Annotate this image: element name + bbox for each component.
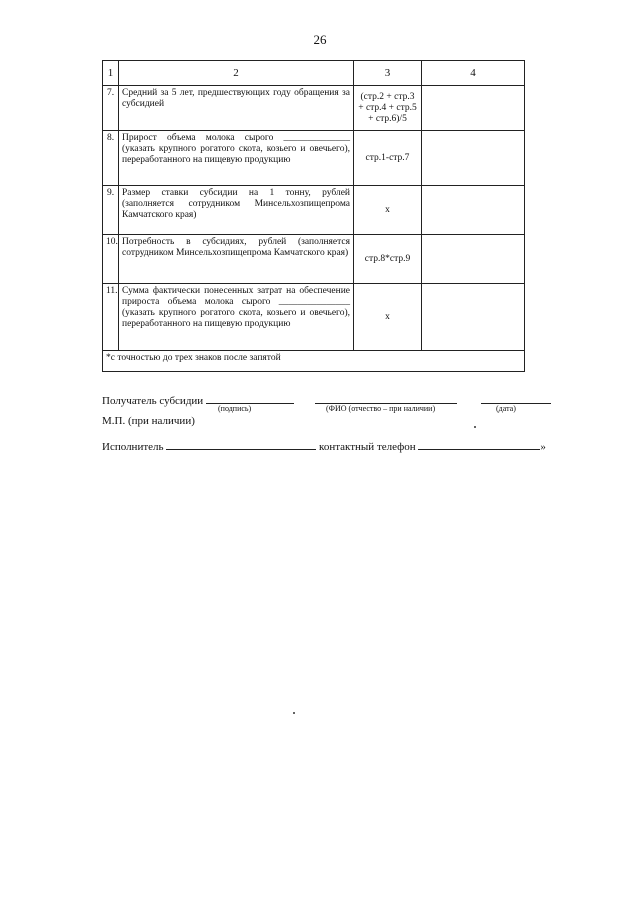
row-description: Средний за 5 лет, предшествующих году обращения за субсидией	[119, 86, 354, 131]
row-value-cell[interactable]	[422, 284, 525, 351]
fio-field[interactable]	[315, 392, 457, 404]
row-formula: стр.8*стр.9	[354, 235, 422, 284]
row-number: 11.	[103, 284, 119, 351]
table-row	[103, 131, 525, 186]
stamp-label: М.П. (при наличии)	[102, 415, 195, 427]
row-value-cell[interactable]	[422, 186, 525, 235]
recipient-label: Получатель субсидии	[102, 395, 204, 407]
row-number: 8.	[103, 131, 119, 186]
row-description: Сумма фактически понесенных затрат на обеспечение прироста объема молока сырого _______________ (указать крупного рогатого скота, козьего и овечьего), переработанного на пищевую продукцию	[119, 284, 354, 351]
date-caption: (дата)	[496, 404, 516, 413]
executor-line	[102, 438, 546, 453]
subsidy-calculation-table	[102, 60, 525, 372]
signature-caption: (подпись)	[218, 404, 252, 413]
column-header: 1	[103, 61, 119, 86]
column-header: 3	[354, 61, 422, 86]
footnote: *с точностью до трех знаков после запятой	[103, 351, 525, 372]
fio-caption: (ФИО (отчество – при наличии)	[326, 404, 436, 413]
row-formula: x	[354, 186, 422, 235]
table-row	[103, 235, 525, 284]
date-field[interactable]	[481, 392, 551, 404]
executor-label: Исполнитель	[102, 441, 164, 453]
table-row	[103, 86, 525, 131]
closing-quote: »	[540, 441, 546, 453]
column-header: 2	[119, 61, 354, 86]
row-description: Потребность в субсидиях, рублей (заполняется сотрудником Минсельхозпищепрома Камчатского края)	[119, 235, 354, 284]
column-header: 4	[422, 61, 525, 86]
scan-speck	[474, 426, 476, 428]
table-row	[103, 284, 525, 351]
phone-field[interactable]	[418, 438, 540, 450]
executor-field[interactable]	[166, 438, 316, 450]
page-number: 26	[313, 32, 327, 47]
row-value-cell[interactable]	[422, 235, 525, 284]
table-row	[103, 186, 525, 235]
row-description: Размер ставки субсидии на 1 тонну, рублей (заполняется сотрудником Минсельхозпищепрома Камчатского края)	[119, 186, 354, 235]
scan-speck	[293, 712, 295, 714]
table-footnote-row	[103, 351, 525, 372]
row-formula: стр.1-стр.7	[354, 131, 422, 186]
row-formula: (стр.2 + стр.3 + стр.4 + стр.5 + стр.6)/5	[354, 86, 422, 131]
row-number: 7.	[103, 86, 119, 131]
signature-field[interactable]	[206, 392, 294, 404]
row-value-cell[interactable]	[422, 131, 525, 186]
row-value-cell[interactable]	[422, 86, 525, 131]
row-formula: x	[354, 284, 422, 351]
phone-label: контактный телефон	[319, 441, 416, 453]
row-number: 10.	[103, 235, 119, 284]
table-header-row	[103, 61, 525, 86]
row-description: Прирост объема молока сырого ______________ (указать крупного рогатого скота, козьего и овечьего), переработанного на пищевую продукцию	[119, 131, 354, 186]
row-number: 9.	[103, 186, 119, 235]
